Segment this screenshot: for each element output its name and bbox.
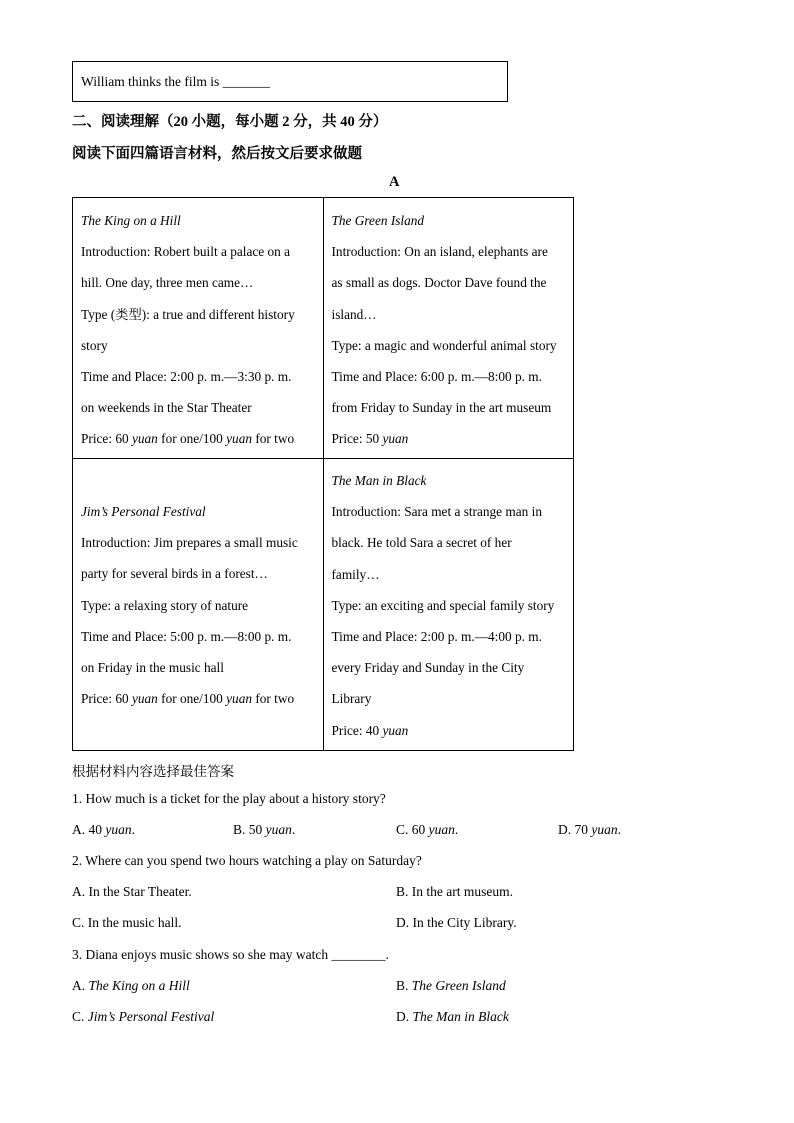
play-line: Time and Place: 5:00 p. m.—8:00 p. m. — [81, 628, 292, 644]
play-price: Price: 40 yuan — [331, 722, 409, 738]
play-line: island… — [331, 306, 377, 322]
section-instruction: 阅读下面四篇语言材料，然后按文后要求做题 — [72, 146, 362, 162]
play-line: on Friday in the music hall — [81, 659, 224, 675]
section-heading: 二、阅读理解（20 小题，每小题 2 分，共 40 分） — [72, 114, 388, 130]
play-price: Price: 60 yuan for one/100 yuan for two — [81, 691, 295, 707]
question-stem: 1. How much is a ticket for the play about a history story? — [72, 791, 386, 806]
plays-table — [72, 197, 574, 751]
play-line: Introduction: Jim prepares a small music — [81, 535, 298, 551]
option-3d[interactable]: D. The Man in Black — [396, 1009, 509, 1024]
play-line: family… — [331, 566, 380, 582]
play-line: Type (类型): a true and different history — [81, 306, 295, 322]
option-3c[interactable]: C. Jim’s Personal Festival — [72, 1009, 215, 1024]
option-1a[interactable]: A. 40 yuan. — [72, 822, 135, 837]
play-cell-man — [323, 459, 574, 751]
play-line: party for several birds in a forest… — [81, 566, 268, 582]
play-line: Introduction: On an island, elephants are — [331, 244, 548, 260]
play-title: The Green Island — [331, 213, 425, 228]
play-title: Jim’s Personal Festival — [81, 504, 206, 519]
play-line: black. He told Sara a secret of her — [331, 535, 512, 551]
play-title: The Man in Black — [331, 473, 427, 488]
option-1d[interactable]: D. 70 yuan. — [558, 822, 621, 837]
option-2a[interactable]: A. In the Star Theater. — [72, 884, 192, 899]
option-3a[interactable]: A. The King on a Hill — [72, 978, 190, 993]
play-line: as small as dogs. Doctor Dave found the — [331, 275, 547, 291]
play-price: Price: 50 yuan — [331, 431, 409, 447]
play-line: Time and Place: 6:00 p. m.—8:00 p. m. — [331, 368, 542, 384]
option-2b[interactable]: B. In the art museum. — [396, 884, 513, 899]
questions-intro: 根据材料内容选择最佳答案 — [72, 764, 234, 779]
play-cell-king — [73, 198, 324, 459]
play-cell-jim — [73, 459, 324, 751]
answer-box — [72, 61, 508, 102]
question-stem: 2. Where can you spend two hours watching a play on Saturday? — [72, 853, 422, 868]
play-line: from Friday to Sunday in the art museum — [331, 400, 552, 416]
play-line: Introduction: Robert built a palace on a — [81, 244, 290, 260]
play-line: Type: a magic and wonderful animal story — [331, 337, 557, 353]
option-3b[interactable]: B. The Green Island — [396, 978, 506, 993]
play-line: on weekends in the Star Theater — [81, 400, 252, 416]
play-line: hill. One day, three men came… — [81, 275, 254, 291]
fill-in-sentence: William thinks the film is _______ — [81, 74, 270, 89]
play-cell-green — [323, 198, 574, 459]
play-price: Price: 60 yuan for one/100 yuan for two — [81, 431, 295, 447]
play-line: Type: an exciting and special family story — [331, 597, 555, 613]
passage-label: A — [389, 174, 400, 190]
play-line: Time and Place: 2:00 p. m.—4:00 p. m. — [331, 628, 542, 644]
play-line: Introduction: Sara met a strange man in — [331, 504, 542, 520]
play-title: The King on a Hill — [81, 213, 181, 228]
play-line: Type: a relaxing story of nature — [81, 597, 249, 613]
option-1b[interactable]: B. 50 yuan. — [233, 822, 296, 837]
question-stem: 3. Diana enjoys music shows so she may watch ________. — [72, 947, 389, 962]
option-1c[interactable]: C. 60 yuan. — [396, 822, 459, 837]
play-line: every Friday and Sunday in the City — [331, 660, 525, 676]
option-2d[interactable]: D. In the City Library. — [396, 915, 517, 930]
play-line: story — [81, 337, 108, 353]
option-2c[interactable]: C. In the music hall. — [72, 915, 182, 930]
play-line: Time and Place: 2:00 p. m.—3:30 p. m. — [81, 368, 292, 384]
play-line: Library — [331, 691, 372, 707]
